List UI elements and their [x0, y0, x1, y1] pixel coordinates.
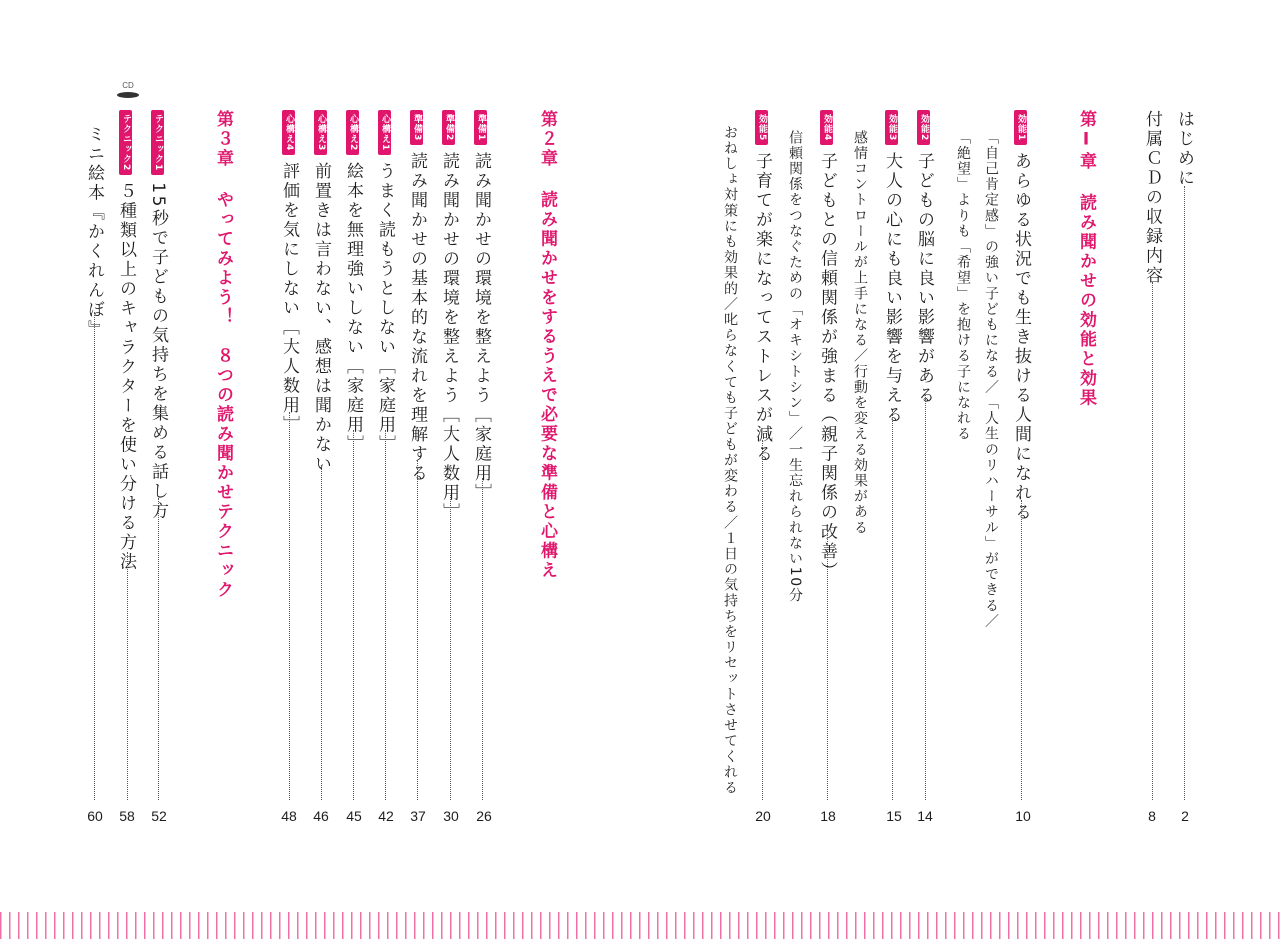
cd-list-title: 付属ＣＤの収録内容: [1142, 110, 1162, 286]
mini-book-title: ミニ絵本『かくれんぼ』: [84, 125, 104, 340]
leader-dots: [289, 412, 290, 800]
leader-dots: [94, 312, 95, 800]
effect3-subtitle: 感情コントロールが上手になる／行動を変える効果がある: [852, 130, 868, 536]
page-number: 20: [755, 808, 771, 824]
prep2-title: 読み聞かせの環境を整えよう［大人数用］: [439, 152, 459, 523]
leader-dots: [1184, 186, 1185, 800]
chapter3-heading[interactable]: [214, 110, 231, 600]
toc-item-mind4[interactable]: [280, 110, 297, 435]
tech2-badge: テクニック2: [119, 110, 132, 175]
leader-dots: [827, 530, 828, 800]
effect2-badge: 効能2: [917, 110, 930, 145]
page-number: 14: [917, 808, 933, 824]
chapter2-number: 第２章: [537, 110, 557, 169]
toc-item-prep2[interactable]: [440, 110, 457, 523]
leader-dots: [417, 460, 418, 800]
toc-item-effect2[interactable]: [915, 110, 932, 406]
mind3-badge: 心構え3: [314, 110, 327, 155]
toc-item-mini-book[interactable]: [85, 125, 102, 340]
toc-item-effect5[interactable]: [753, 110, 770, 464]
toc-intro[interactable]: [1175, 110, 1192, 188]
leader-dots: [450, 495, 451, 800]
mind2-title: 絵本を無理強いしない［家庭用］: [343, 162, 363, 455]
page-number: 15: [886, 808, 902, 824]
mind1-badge: 心構え1: [378, 110, 391, 155]
chapter3-number: 第３章: [213, 110, 233, 169]
intro-title: はじめに: [1174, 110, 1194, 188]
chapter2-title: 読み聞かせをするうえで必要な準備と心構え: [537, 190, 557, 581]
effect1-title: あらゆる状況でも生き抜ける人間になれる: [1011, 152, 1031, 523]
page-number: 37: [410, 808, 426, 824]
effect1-badge: 効能1: [1014, 110, 1027, 145]
effect5-subtitle: おねしょ対策にも効果的／叱らなくても子どもが変わる／１日の気持ちをリセットさせてくれる: [722, 125, 738, 796]
tech1-badge: テクニック1: [151, 110, 164, 175]
page-number: 42: [378, 808, 394, 824]
toc-cd-list[interactable]: [1143, 110, 1160, 286]
leader-dots: [385, 430, 386, 800]
chapter1-heading[interactable]: [1077, 110, 1094, 408]
prep2-badge: 準備2: [442, 110, 455, 145]
effect3-badge: 効能3: [885, 110, 898, 145]
effect3-title: 大人の心にも良い影響を与える: [882, 152, 902, 426]
page-number: 18: [820, 808, 836, 824]
cd-label: CD: [122, 81, 134, 90]
leader-dots: [353, 430, 354, 800]
leader-dots: [127, 552, 128, 800]
mind1-title: うまく読もうとしない［家庭用］: [375, 162, 395, 455]
leader-dots: [762, 440, 763, 800]
page-number: 26: [476, 808, 492, 824]
leader-dots: [892, 410, 893, 800]
toc-item-effect1[interactable]: [1012, 110, 1029, 523]
page-number: 60: [87, 808, 103, 824]
toc-item-effect4[interactable]: [818, 110, 835, 581]
page-number: 48: [281, 808, 297, 824]
prep3-badge: 準備3: [410, 110, 423, 145]
effect2-title: 子どもの脳に良い影響がある: [914, 152, 934, 406]
leader-dots: [321, 465, 322, 800]
page-number: 8: [1148, 808, 1156, 824]
toc-item-tech2[interactable]: [117, 110, 134, 572]
leader-dots: [482, 478, 483, 800]
cd-disc-icon: [117, 92, 139, 98]
toc-item-prep3[interactable]: [408, 110, 425, 484]
tech1-title: 15秒で子どもの気持ちを集める話し方: [148, 182, 168, 521]
leader-dots: [925, 395, 926, 800]
effect4-badge: 効能4: [820, 110, 833, 145]
toc-item-mind2[interactable]: [344, 110, 361, 455]
tech2-title: ５種類以上のキャラクターを使い分ける方法: [116, 182, 136, 573]
mind2-badge: 心構え2: [346, 110, 359, 155]
mind4-title: 評価を気にしない［大人数用］: [279, 162, 299, 436]
leader-dots: [1021, 500, 1022, 800]
toc-item-mind1[interactable]: [376, 110, 393, 455]
effect4-title: 子どもとの信頼関係が強まる（親子関係の改善）: [817, 152, 837, 582]
effect5-title: 子育てが楽になってストレスが減る: [752, 152, 772, 465]
mind4-badge: 心構え4: [282, 110, 295, 155]
toc-item-tech1[interactable]: [149, 110, 166, 521]
effect1-subtitle-1: 「自己肯定感」の強い子どもになる／「人生のリハーサル」ができる／: [983, 130, 999, 630]
toc-item-mind3[interactable]: [312, 110, 329, 474]
page-number: 58: [119, 808, 135, 824]
effect1-subtitle-2: 「絶望」よりも「希望」を抱ける子になれる: [955, 130, 971, 442]
page-number: 10: [1015, 808, 1031, 824]
decorative-stripe-border: [0, 912, 1280, 939]
page-number: 30: [443, 808, 459, 824]
prep3-title: 読み聞かせの基本的な流れを理解する: [407, 152, 427, 484]
chapter1-title: 読み聞かせの効能と効果: [1076, 193, 1096, 408]
effect5-badge: 効能5: [755, 110, 768, 145]
page-number: 2: [1181, 808, 1189, 824]
effect4-subtitle: 信頼関係をつなぐための「オキシトシン」／一生忘れられない10分: [787, 130, 803, 604]
leader-dots: [158, 498, 159, 800]
prep1-title: 読み聞かせの環境を整えよう［家庭用］: [471, 152, 491, 504]
page-number: 45: [346, 808, 362, 824]
chapter1-number: 第Ⅰ章: [1076, 110, 1096, 172]
chapter2-heading[interactable]: [538, 110, 555, 581]
leader-dots: [1152, 282, 1153, 800]
mind3-title: 前置きは言わない、感想は聞かない: [311, 162, 331, 475]
page-number: 52: [151, 808, 167, 824]
prep1-badge: 準備1: [474, 110, 487, 145]
page-number: 46: [313, 808, 329, 824]
toc-item-prep1[interactable]: [472, 110, 489, 503]
cd-icon: [117, 81, 139, 98]
toc-item-effect3[interactable]: [883, 110, 900, 425]
chapter3-title: やってみよう！ ８つの読み聞かせテクニック: [213, 190, 233, 600]
